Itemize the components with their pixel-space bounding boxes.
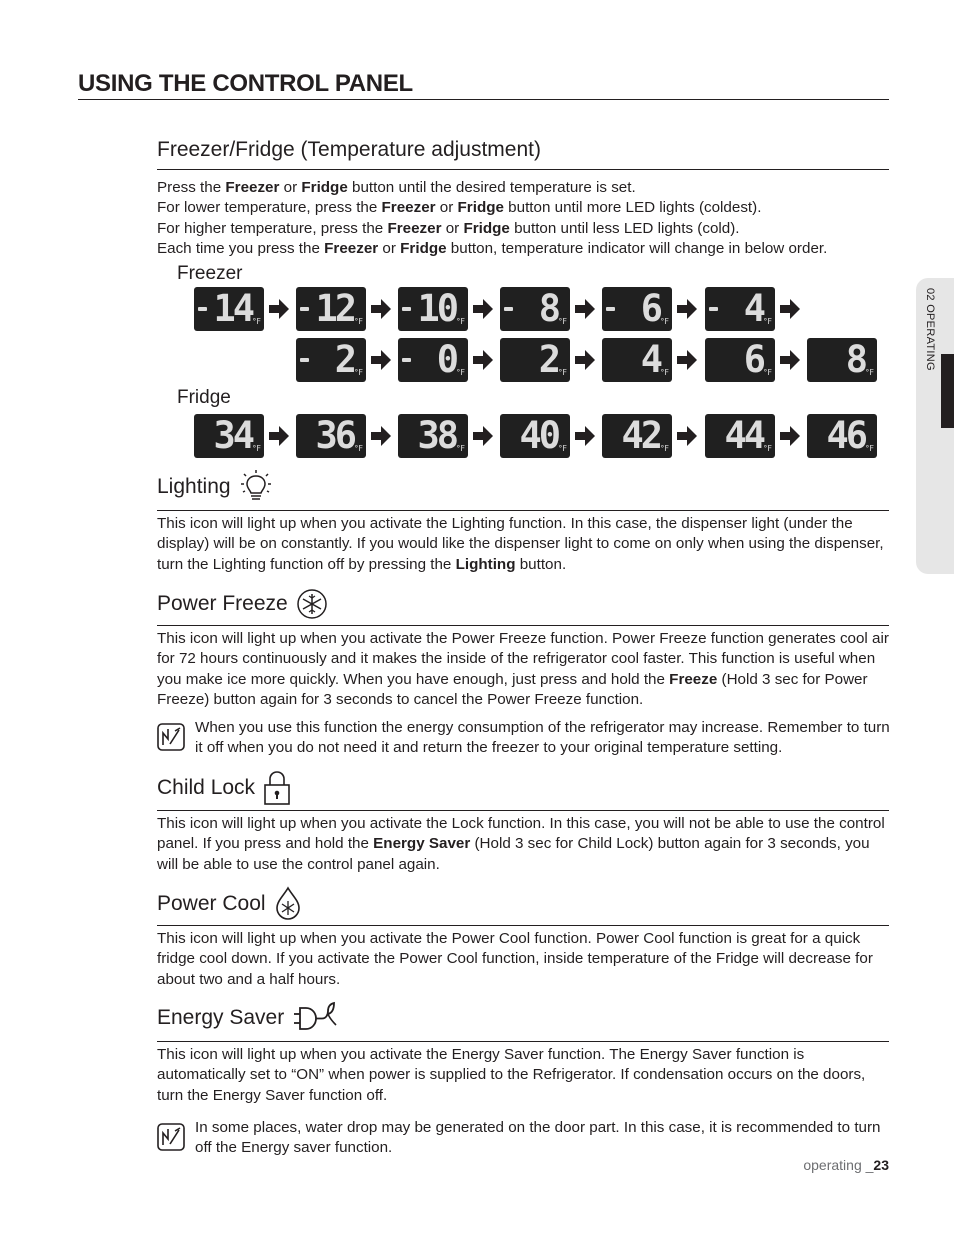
chapter-side-label: 02 OPERATING: [924, 288, 936, 371]
light-bulb-icon: [239, 470, 273, 504]
temperature-display: [602, 338, 672, 382]
temperature-display: [705, 338, 775, 382]
lighting-heading-text: Lighting: [157, 475, 231, 498]
arrow-right-icon: [675, 348, 699, 372]
snowflake-icon: [296, 588, 328, 620]
arrow-right-icon: [471, 424, 495, 448]
temperature-value: 8: [845, 338, 865, 381]
temperature-unit: °F: [660, 444, 669, 453]
energy-saver-heading-text: Energy Saver: [157, 1006, 285, 1029]
temperature-unit: °F: [558, 444, 567, 453]
temperature-display: [398, 414, 468, 458]
temperature-value: 6: [640, 287, 660, 330]
temperature-unit: °F: [763, 317, 772, 326]
energy-saver-note: In some places, water drop may be generated on the door part. In this case, it is recommended to turn off the Energy saver function.: [195, 1119, 881, 1157]
minus-sign: [300, 358, 309, 362]
temperature-unit: °F: [456, 368, 465, 377]
note-icon: [157, 1123, 185, 1151]
temperature-unit: °F: [456, 317, 465, 326]
arrow-right-icon: [778, 348, 802, 372]
temperature-display: [807, 338, 877, 382]
temperature-unit: °F: [763, 444, 772, 453]
child-lock-description: This icon will light up when you activate the Lock function. In this case, you will not be able to use the control panel. If you press and hold the Energy Saver (Hold 3 sec for Child Lock) button again for 3 seconds, you will be able to use the control panel again.: [157, 815, 885, 873]
power-cool-heading: [157, 886, 302, 922]
minus-sign: [402, 358, 411, 362]
minus-sign: [709, 307, 718, 311]
temperature-value: 42: [621, 414, 660, 457]
temperature-display: [500, 338, 570, 382]
temperature-display: [194, 287, 264, 331]
temperature-unit: °F: [252, 317, 261, 326]
arrow-right-icon: [267, 297, 291, 321]
temperature-unit: °F: [558, 317, 567, 326]
arrow-right-icon: [369, 424, 393, 448]
temperature-unit: °F: [456, 444, 465, 453]
temperature-value: 40: [519, 414, 558, 457]
temperature-value: 12: [315, 287, 354, 330]
temperature-display: [500, 287, 570, 331]
temperature-value: 46: [826, 414, 865, 457]
temperature-unit: °F: [558, 368, 567, 377]
power-cool-heading-text: Power Cool: [157, 892, 266, 915]
power-freeze-rule: [157, 625, 889, 626]
temperature-display: [296, 414, 366, 458]
minus-sign: [198, 307, 207, 311]
footer-section: operating _: [803, 1157, 874, 1173]
temperature-heading-text: Freezer/Fridge (Temperature adjustment): [157, 138, 541, 161]
arrow-right-icon: [471, 348, 495, 372]
child-lock-heading-text: Child Lock: [157, 776, 256, 799]
energy-saver-rule: [157, 1041, 889, 1042]
temperature-unit: °F: [763, 368, 772, 377]
arrow-right-icon: [573, 424, 597, 448]
temperature-value: 2: [538, 338, 558, 381]
temperature-unit: °F: [865, 444, 874, 453]
temperature-display: [602, 414, 672, 458]
temperature-unit: °F: [354, 317, 363, 326]
power-freeze-description: This icon will light up when you activate the Power Freeze function. Power Freeze function generates cool air for 72 hours continuously and it makes the inside of the refrigerator cool faster. This function is useful when you make ice more quickly. When you have enough, just press and hold the Freeze (Hold 3 sec for Power Freeze) button again for 3 seconds to cancel the Power Freeze function.: [157, 630, 889, 708]
temperature-value: 0: [436, 338, 456, 381]
arrow-right-icon: [471, 297, 495, 321]
temperature-value: 36: [315, 414, 354, 457]
minus-sign: [402, 307, 411, 311]
temperature-value: 8: [538, 287, 558, 330]
power-freeze-note: When you use this function the energy consumption of the refrigerator may increase. Remember to turn it off when you do not need it and return the freezer to your original temperature setting.: [195, 719, 890, 757]
temperature-unit: °F: [354, 368, 363, 377]
power-freeze-heading: [157, 588, 328, 620]
temperature-display: [398, 287, 468, 331]
temperature-value: 14: [213, 287, 252, 330]
instruction-line: Each time you press the Freezer or Fridge button, temperature indicator will change in below order.: [157, 239, 828, 257]
temperature-display: [705, 414, 775, 458]
temperature-display: [194, 414, 264, 458]
minus-sign: [606, 307, 615, 311]
temperature-value: 44: [724, 414, 763, 457]
cool-drop-icon: [274, 886, 302, 922]
temperature-display: [602, 287, 672, 331]
arrow-right-icon: [369, 297, 393, 321]
temperature-value: 6: [743, 338, 763, 381]
temperature-value: 38: [417, 414, 456, 457]
temperature-unit: °F: [354, 444, 363, 453]
temperature-unit: °F: [660, 317, 669, 326]
minus-sign: [300, 307, 309, 311]
temperature-value: 4: [640, 338, 660, 381]
temperature-display-sequence: [0, 0, 954, 470]
temperature-value: 4: [743, 287, 763, 330]
padlock-icon: [263, 770, 291, 806]
arrow-right-icon: [675, 297, 699, 321]
temperature-unit: °F: [252, 444, 261, 453]
arrow-right-icon: [267, 424, 291, 448]
arrow-right-icon: [675, 424, 699, 448]
instruction-line: Press the Freezer or Fridge button until the desired temperature is set.: [157, 179, 636, 196]
temperature-display: [296, 338, 366, 382]
power-cool-description: This icon will light up when you activate the Power Cool function. Power Cool function is great for a quick fridge cool down. If you activate the Power Cool function, inside temperature of the Fridge will decrease for about two and a half hours.: [157, 930, 873, 988]
temperature-unit: °F: [660, 368, 669, 377]
temperature-display: [705, 287, 775, 331]
power-cool-rule: [157, 925, 889, 926]
temperature-value: 34: [213, 414, 252, 457]
lighting-heading: [157, 470, 273, 504]
temperature-display: [807, 414, 877, 458]
page-number: 23: [873, 1157, 889, 1173]
temperature-value: 10: [417, 287, 456, 330]
lighting-rule: [157, 510, 889, 511]
minus-sign: [504, 307, 513, 311]
child-lock-rule: [157, 810, 889, 811]
arrow-right-icon: [778, 424, 802, 448]
plug-leaf-icon: [292, 1001, 338, 1035]
child-lock-heading: [157, 770, 291, 806]
page-footer: [803, 1157, 889, 1173]
note-icon: [157, 723, 185, 751]
lighting-description: This icon will light up when you activate the Lighting function. In this case, the dispenser light (under the display) will be on constantly. If you would like the dispenser light to come on only when using the dispenser, turn the Lighting function off by pressing the Lighting button.: [157, 515, 884, 573]
arrow-right-icon: [573, 297, 597, 321]
arrow-right-icon: [573, 348, 597, 372]
instruction-line: For lower temperature, press the Freezer or Fridge button until more LED lights (coldest).: [157, 199, 762, 217]
arrow-right-icon: [778, 297, 802, 321]
temperature-display: [500, 414, 570, 458]
instruction-line: For higher temperature, press the Freezer or Fridge button until less LED lights (cold).: [157, 219, 740, 237]
temperature-display: [296, 287, 366, 331]
temperature-display: [398, 338, 468, 382]
temperature-value: 2: [334, 338, 354, 381]
power-freeze-heading-text: Power Freeze: [157, 592, 288, 615]
page-title: USING THE CONTROL PANEL: [78, 70, 413, 97]
energy-saver-heading: [157, 1001, 338, 1035]
energy-saver-description: This icon will light up when you activate the Energy Saver function. The Energy Saver function is automatically set to “ON” when power is supplied to the Refrigerator. If condensation occurs on the doors, turn the Energy Saver function off.: [157, 1046, 866, 1104]
freezer-label: Freezer: [177, 263, 243, 284]
arrow-right-icon: [369, 348, 393, 372]
fridge-label: Fridge: [177, 387, 231, 408]
temperature-unit: °F: [865, 368, 874, 377]
